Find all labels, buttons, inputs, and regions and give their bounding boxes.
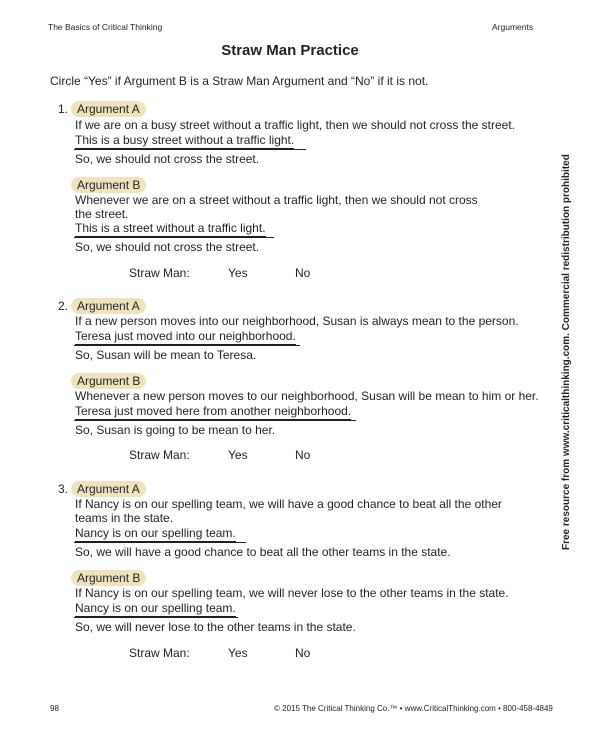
conclusion-divider (74, 149, 306, 150)
argument-a-premise: teams in the state. (75, 511, 174, 525)
no-option[interactable]: No (295, 646, 311, 660)
running-header-right: Arguments (492, 22, 534, 32)
argument-a-label: Argument A (71, 481, 146, 497)
argument-b-premise: If Nancy is on our spelling team, we will never lose to the other teams in the state. (75, 586, 509, 600)
problem-number: 3. (58, 482, 69, 496)
underlined-premise: This is a busy street without a traffic light. (75, 133, 295, 147)
straw-man-label: Straw Man: (129, 266, 190, 280)
argument-a-premise (75, 133, 294, 148)
conclusion-divider (74, 617, 238, 618)
argument-b-premise (75, 601, 236, 616)
underlined-premise: Nancy is on our spelling team. (75, 526, 236, 540)
running-header-left: The Basics of Critical Thinking (48, 22, 163, 32)
conclusion-divider (74, 345, 300, 346)
argument-a-conclusion: So, we will have a good chance to beat all the other teams in the state. (75, 545, 451, 559)
argument-b-premise (75, 221, 266, 236)
conclusion-divider (74, 542, 246, 543)
copyright-footer: © 2015 The Critical Thinking Co.™ • www.CriticalThinking.com • 800-458-4849 (274, 704, 553, 713)
argument-a-label: Argument A (71, 101, 146, 117)
yes-option[interactable]: Yes (228, 448, 248, 462)
no-option[interactable]: No (295, 448, 311, 462)
straw-man-label: Straw Man: (129, 646, 190, 660)
side-watermark: Free resource from www.criticalthinking.com. Commercial redistribution prohibited (561, 154, 572, 550)
argument-a-premise (75, 526, 236, 541)
instructions: Circle “Yes” if Argument B is a Straw Man Argument and “No” if it is not. (50, 74, 429, 88)
argument-a-conclusion: So, Susan will be mean to Teresa. (75, 348, 257, 362)
argument-a-premise: If Nancy is on our spelling team, we will have a good chance to beat all the other (75, 497, 502, 511)
argument-b-premise: Whenever we are on a street without a traffic light, then we should not cross (75, 193, 478, 207)
argument-a-conclusion: So, we should not cross the street. (75, 152, 260, 166)
problem-number: 1. (58, 102, 69, 116)
underlined-premise: Teresa just moved here from another neighborhood. (75, 404, 352, 418)
argument-a-label: Argument A (71, 298, 146, 314)
underlined-premise: Teresa just moved into our neighborhood. (75, 329, 296, 343)
argument-b-premise: Whenever a new person moves to our neighborhood, Susan will be mean to him or her. (75, 389, 539, 403)
argument-b-conclusion: So, we will never lose to the other teams in the state. (75, 620, 356, 634)
underlined-premise: Nancy is on our spelling team. (75, 601, 236, 615)
argument-b-label: Argument B (71, 177, 146, 193)
no-option[interactable]: No (295, 266, 311, 280)
argument-b-premise: the street. (75, 207, 129, 221)
argument-b-premise (75, 404, 351, 419)
argument-b-label: Argument B (71, 373, 146, 389)
argument-a-premise: If we are on a busy street without a traffic light, then we should not cross the street. (75, 118, 516, 132)
straw-man-label: Straw Man: (129, 448, 190, 462)
argument-a-premise (75, 329, 296, 344)
page-title: Straw Man Practice (221, 42, 359, 59)
conclusion-divider (74, 420, 356, 421)
argument-b-conclusion: So, we should not cross the street. (75, 240, 260, 254)
conclusion-divider (74, 237, 274, 238)
underlined-premise: This is a street without a traffic light. (75, 221, 266, 235)
problem-number: 2. (58, 299, 69, 313)
yes-option[interactable]: Yes (228, 646, 248, 660)
argument-b-label: Argument B (71, 570, 146, 586)
page-number: 98 (50, 704, 59, 713)
argument-b-conclusion: So, Susan is going to be mean to her. (75, 423, 276, 437)
yes-option[interactable]: Yes (228, 266, 248, 280)
argument-a-premise: If a new person moves into our neighborhood, Susan is always mean to the person. (75, 314, 519, 328)
